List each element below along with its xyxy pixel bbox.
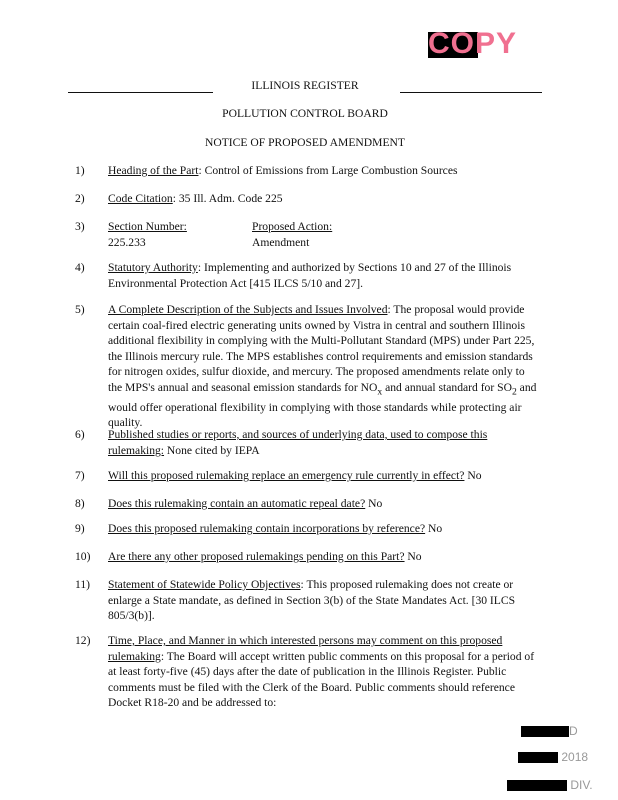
- copy-stamp: COPY: [428, 27, 518, 60]
- received-stamp-line1: D: [521, 724, 578, 740]
- received-stamp-line3: DIV.: [507, 778, 593, 794]
- board-title: POLLUTION CONTROL BOARD: [222, 107, 388, 120]
- register-title: ILLINOIS REGISTER: [251, 79, 359, 92]
- received-stamp-line2: 2018: [518, 750, 588, 766]
- notice-title: NOTICE OF PROPOSED AMENDMENT: [204, 136, 405, 149]
